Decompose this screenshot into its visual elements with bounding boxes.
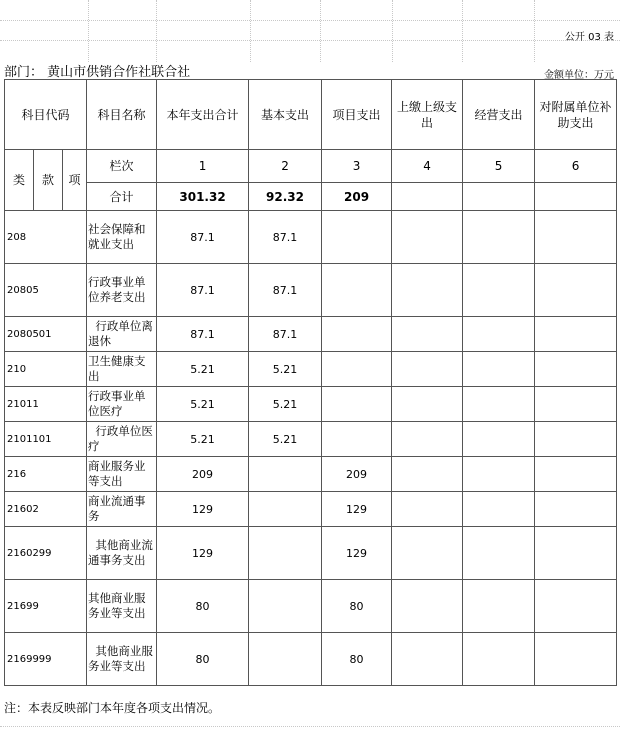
- row-name: 行政事业单位养老支出: [87, 264, 157, 317]
- row-project: 209: [322, 457, 392, 492]
- table-note: 注：本表反映部门本年度各项支出情况。: [4, 701, 221, 715]
- row-basic: 5.21: [249, 352, 322, 387]
- row-basic: [249, 527, 322, 580]
- row-total: 80: [157, 633, 249, 686]
- row-name: 卫生健康支出: [87, 352, 157, 387]
- row-project: 129: [322, 527, 392, 580]
- row-basic: [249, 457, 322, 492]
- row-remit: [392, 457, 463, 492]
- row-remit: [392, 387, 463, 422]
- row-name: 商业服务业等支出: [87, 457, 157, 492]
- row-project: [322, 422, 392, 457]
- row-total: 5.21: [157, 352, 249, 387]
- row-subsidy: [535, 580, 617, 633]
- row-name: 行政事业单位医疗: [87, 387, 157, 422]
- row-total: 129: [157, 492, 249, 527]
- row-business: [463, 633, 535, 686]
- row-basic: [249, 580, 322, 633]
- row-subsidy: [535, 264, 617, 317]
- form-number: 公开 03 表: [564, 32, 614, 43]
- row-business: [463, 492, 535, 527]
- header-sum: 合计: [87, 183, 157, 211]
- row-total: 87.1: [157, 317, 249, 352]
- row-name: 行政单位医疗: [87, 422, 157, 457]
- row-name: 其他商业服务业等支出: [87, 633, 157, 686]
- row-business: [463, 422, 535, 457]
- row-subsidy: [535, 317, 617, 352]
- row-total: 129: [157, 527, 249, 580]
- row-subsidy: [535, 211, 617, 264]
- header-business: 经营支出: [463, 80, 535, 150]
- table-row: [5, 211, 617, 264]
- row-code: 20805: [5, 264, 87, 317]
- row-name: 其他商业服务业等支出: [87, 580, 157, 633]
- row-subsidy: [535, 492, 617, 527]
- header-remit: 上缴上级支出: [392, 80, 463, 150]
- row-project: [322, 211, 392, 264]
- row-total: 87.1: [157, 264, 249, 317]
- table-row: [5, 387, 617, 422]
- row-remit: [392, 352, 463, 387]
- table-row: [5, 317, 617, 352]
- row-code: 2160299: [5, 527, 87, 580]
- row-business: [463, 352, 535, 387]
- row-remit: [392, 580, 463, 633]
- row-subsidy: [535, 527, 617, 580]
- table-row: [5, 457, 617, 492]
- row-basic: [249, 492, 322, 527]
- row-remit: [392, 492, 463, 527]
- row-code: 2080501: [5, 317, 87, 352]
- row-business: [463, 387, 535, 422]
- column-number-1: 1: [157, 150, 249, 183]
- sheet-gridline-bottom: [0, 726, 620, 727]
- column-number-5: 5: [463, 150, 535, 183]
- row-business: [463, 527, 535, 580]
- expenditure-table: [4, 79, 617, 686]
- table-row: [5, 264, 617, 317]
- row-code: 2169999: [5, 633, 87, 686]
- row-subsidy: [535, 387, 617, 422]
- header-xiang: 项: [63, 150, 87, 211]
- row-name: 商业流通事务: [87, 492, 157, 527]
- row-basic: 5.21: [249, 387, 322, 422]
- row-basic: 87.1: [249, 317, 322, 352]
- column-number-3: 3: [322, 150, 392, 183]
- row-business: [463, 264, 535, 317]
- project-sum: 209: [322, 183, 392, 211]
- row-code: 21602: [5, 492, 87, 527]
- header-subsidy: 对附属单位补助支出: [535, 80, 617, 150]
- table-row: [5, 352, 617, 387]
- row-basic: 5.21: [249, 422, 322, 457]
- row-basic: 87.1: [249, 211, 322, 264]
- row-total: 80: [157, 580, 249, 633]
- row-total: 5.21: [157, 422, 249, 457]
- row-code: 2101101: [5, 422, 87, 457]
- row-remit: [392, 264, 463, 317]
- row-code: 21699: [5, 580, 87, 633]
- row-total: 87.1: [157, 211, 249, 264]
- row-basic: [249, 633, 322, 686]
- row-business: [463, 580, 535, 633]
- header-project: 项目支出: [322, 80, 392, 150]
- total-sum: 301.32: [157, 183, 249, 211]
- amount-unit-label: 金额单位：万元: [544, 70, 614, 81]
- row-code: 210: [5, 352, 87, 387]
- column-number-4: 4: [392, 150, 463, 183]
- row-total: 5.21: [157, 387, 249, 422]
- row-code: 21011: [5, 387, 87, 422]
- column-number-6: 6: [535, 150, 617, 183]
- row-business: [463, 317, 535, 352]
- row-code: 208: [5, 211, 87, 264]
- header-basic: 基本支出: [249, 80, 322, 150]
- row-basic: 87.1: [249, 264, 322, 317]
- row-remit: [392, 317, 463, 352]
- row-name: 其他商业流通事务支出: [87, 527, 157, 580]
- row-business: [463, 211, 535, 264]
- row-name: 行政单位离退休: [87, 317, 157, 352]
- sheet-gridlines: [0, 0, 620, 62]
- table-row: [5, 492, 617, 527]
- row-subsidy: [535, 352, 617, 387]
- row-remit: [392, 211, 463, 264]
- row-subsidy: [535, 633, 617, 686]
- header-total: 本年支出合计: [157, 80, 249, 150]
- row-subsidy: [535, 422, 617, 457]
- header-code: 科目代码: [5, 80, 87, 150]
- row-name: 社会保障和就业支出: [87, 211, 157, 264]
- header-name: 科目名称: [87, 80, 157, 150]
- table-row: [5, 633, 617, 686]
- row-project: [322, 387, 392, 422]
- table-row: [5, 527, 617, 580]
- row-business: [463, 457, 535, 492]
- header-lei: 类: [5, 150, 34, 211]
- header-column-no: 栏次: [87, 150, 157, 183]
- table-row: [5, 422, 617, 457]
- column-number-2: 2: [249, 150, 322, 183]
- row-code: 216: [5, 457, 87, 492]
- row-remit: [392, 422, 463, 457]
- header-kuan: 款: [34, 150, 63, 211]
- row-project: 129: [322, 492, 392, 527]
- table-body: [5, 211, 617, 686]
- row-project: [322, 264, 392, 317]
- row-project: 80: [322, 633, 392, 686]
- row-project: 80: [322, 580, 392, 633]
- department-label: 部门： 黄山市供销合作社联合社: [4, 65, 191, 80]
- row-total: 209: [157, 457, 249, 492]
- table-row: [5, 580, 617, 633]
- row-remit: [392, 633, 463, 686]
- row-project: [322, 317, 392, 352]
- row-remit: [392, 527, 463, 580]
- row-project: [322, 352, 392, 387]
- row-subsidy: [535, 457, 617, 492]
- basic-sum: 92.32: [249, 183, 322, 211]
